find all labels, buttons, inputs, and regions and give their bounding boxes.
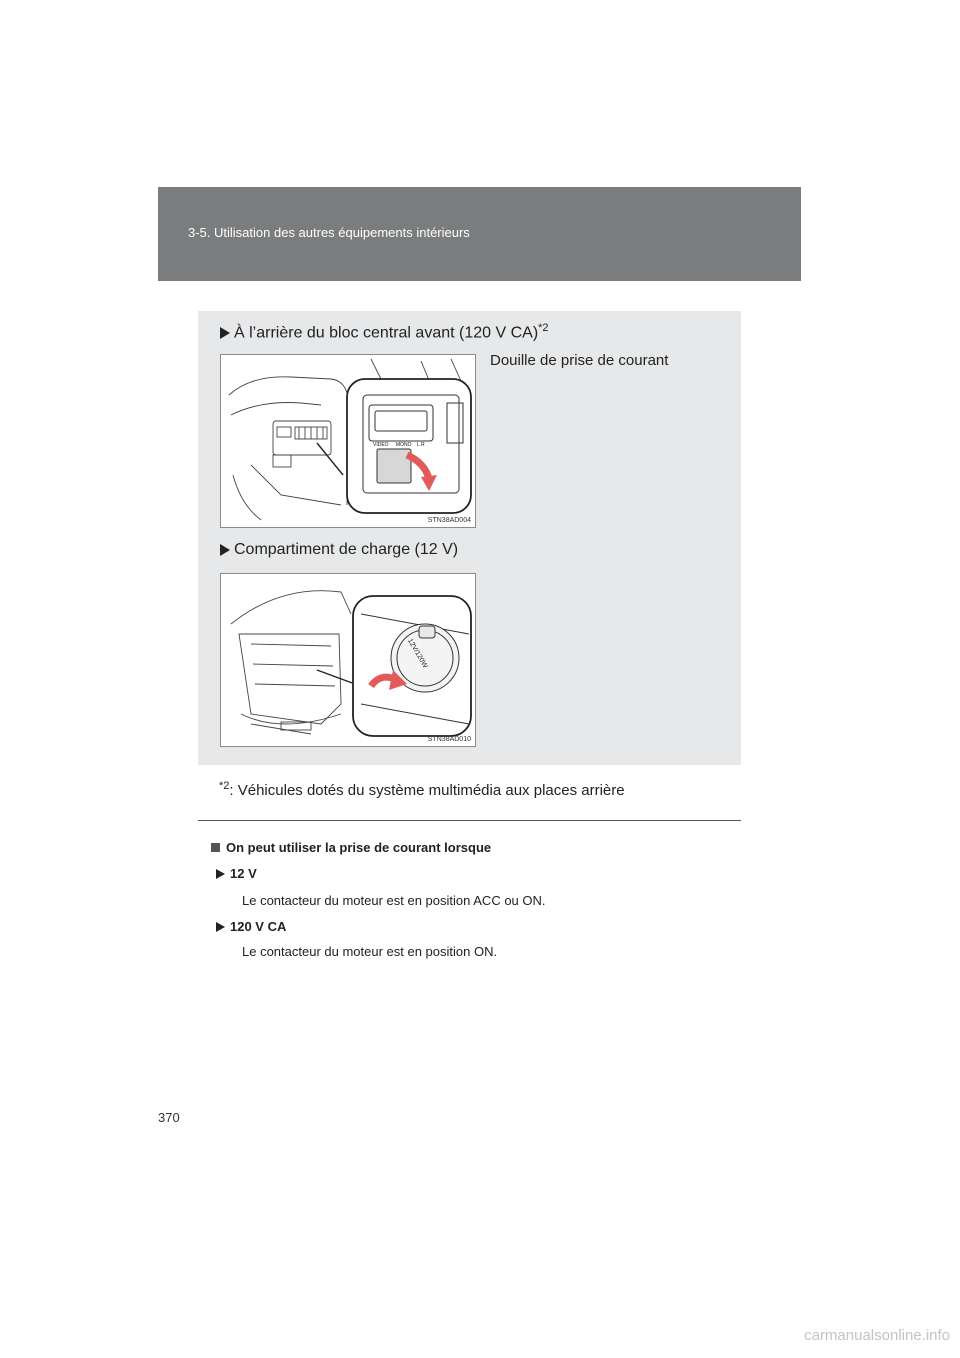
triangle-bullet-icon (220, 327, 230, 339)
label-mono: MONO (396, 442, 412, 448)
section-title: 3-5. Utilisation des autres équipements intérieurs (188, 225, 470, 240)
section-header-bar (158, 187, 801, 281)
figure-cargo-outlet (220, 573, 476, 747)
divider-line (198, 820, 741, 821)
watermark: carmanualsonline.info (804, 1327, 950, 1344)
note-item-label: 12 V (216, 866, 257, 881)
label-video: VIDEO (373, 442, 389, 448)
cap-rating-label: 12V/120W (406, 637, 429, 670)
footnote-mark: *2 (219, 780, 230, 792)
note-item-label: 120 V CA (216, 919, 286, 934)
footnote-mark: *2 (538, 322, 549, 334)
figure-front-console-outlet (220, 354, 476, 528)
figure-code: STN38AD010 (427, 736, 471, 743)
cargo-outlet-illustration (221, 574, 475, 746)
triangle-bullet-icon (220, 544, 230, 556)
heading-front-console: À l’arrière du bloc central avant (120 V CA)$^{*2}$ (220, 322, 549, 342)
note-title: On peut utiliser la prise de courant lorsque (211, 840, 491, 855)
callout-power-socket: Douille de prise de courant (490, 352, 669, 369)
figure-code: STN38AD004 (427, 517, 471, 524)
footnote (219, 780, 625, 799)
note-item-text: Le contacteur du moteur est en position ACC ou ON. (242, 893, 546, 908)
triangle-bullet-icon (216, 922, 225, 932)
triangle-bullet-icon (216, 869, 225, 879)
label-lr: L R (417, 442, 425, 448)
note-item-text: Le contacteur du moteur est en position ON. (242, 944, 498, 959)
illustration-panel (198, 311, 741, 765)
footnote-text: : Véhicules dotés du système multimédia aux places arrière (229, 782, 625, 799)
heading-cargo-area: Compartiment de charge (12 V) (220, 541, 458, 559)
page-number: 370 (158, 1110, 180, 1125)
console-outlet-illustration (221, 355, 475, 527)
square-bullet-icon (211, 843, 220, 852)
